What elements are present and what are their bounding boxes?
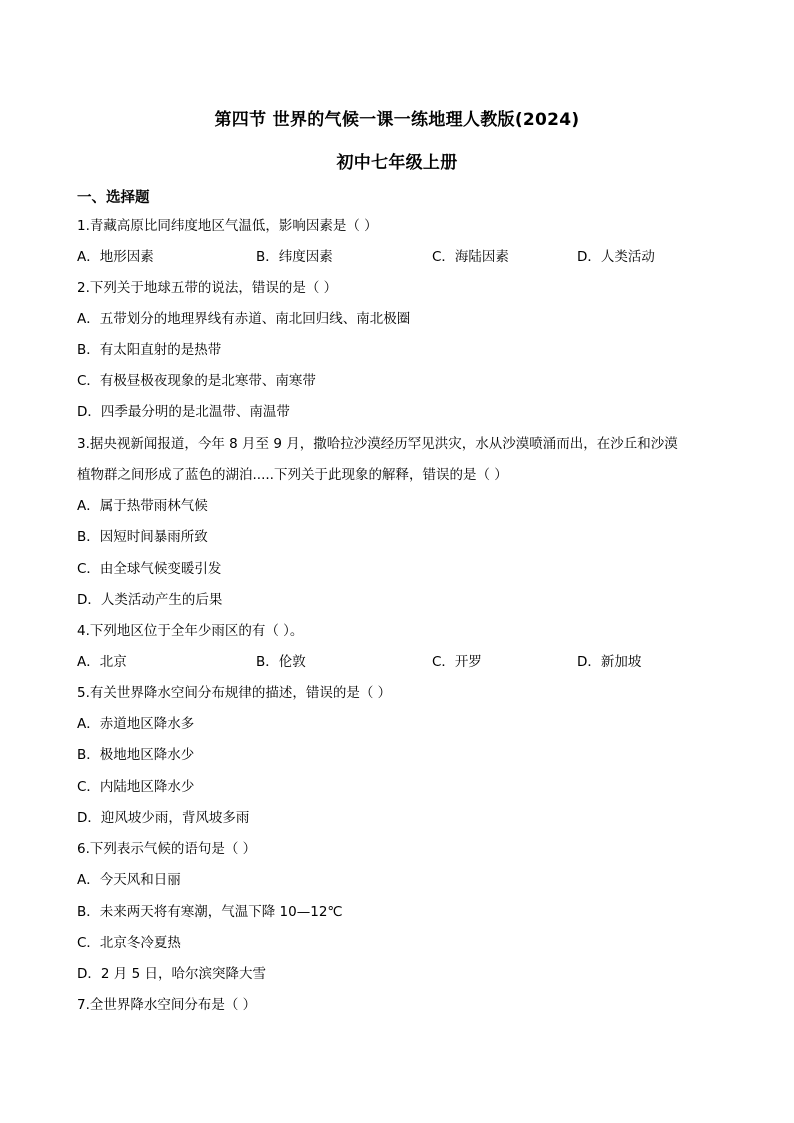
- question-6-option-d: D．2 月 5 日，哈尔滨突降大雪: [77, 966, 266, 982]
- question-2-option-c: C．有极昼极夜现象的是北寒带、南寒带: [77, 373, 316, 389]
- question-6-stem: 6.下列表示气候的语句是（ ）: [77, 841, 257, 857]
- question-3-option-a: A．属于热带雨林气候: [77, 498, 208, 514]
- document-subtitle: 初中七年级上册: [336, 153, 458, 173]
- question-5-option-a: A．赤道地区降水多: [77, 716, 195, 732]
- question-6-option-c: C．北京冬冷夏热: [77, 935, 181, 951]
- question-4-option-c: C．开罗: [432, 654, 482, 670]
- question-5-stem: 5.有关世界降水空间分布规律的描述，错误的是（ ）: [77, 685, 392, 701]
- question-3-stem-line-2: 植物群之间形成了蓝色的湖泊.....下列关于此现象的解释，错误的是（ ）: [77, 467, 508, 483]
- question-7-stem: 7.全世界降水空间分布是（ ）: [77, 997, 257, 1013]
- question-4-option-b: B．伦敦: [256, 654, 306, 670]
- question-5-option-c: C．内陆地区降水少: [77, 779, 195, 795]
- question-1-stem: 1.青藏高原比同纬度地区气温低，影响因素是（ ）: [77, 218, 378, 234]
- question-2-stem: 2.下列关于地球五带的说法，错误的是（ ）: [77, 280, 338, 296]
- question-1-option-a: A．地形因素: [77, 249, 154, 265]
- document-title: 第四节 世界的气候一课一练地理人教版(2024): [214, 110, 580, 130]
- question-1-option-c: C．海陆因素: [432, 249, 509, 265]
- question-5-option-d: D．迎风坡少雨，背风坡多雨: [77, 810, 250, 826]
- question-6-option-b: B．未来两天将有寒潮，气温下降 10—12℃: [77, 904, 343, 920]
- question-3-option-c: C．由全球气候变暖引发: [77, 561, 222, 577]
- question-2-option-d: D．四季最分明的是北温带、南温带: [77, 404, 290, 420]
- question-2-option-a: A．五带划分的地理界线有赤道、南北回归线、南北极圈: [77, 311, 411, 327]
- question-4-option-a: A．北京: [77, 654, 127, 670]
- question-4-option-d: D．新加坡: [577, 654, 642, 670]
- question-5-option-b: B．极地地区降水少: [77, 747, 195, 763]
- question-3-option-b: B．因短时间暴雨所致: [77, 529, 208, 545]
- question-1-option-d: D．人类活动: [577, 249, 655, 265]
- question-2-option-b: B．有太阳直射的是热带: [77, 342, 222, 358]
- question-3-option-d: D．人类活动产生的后果: [77, 592, 223, 608]
- question-1-option-b: B．纬度因素: [256, 249, 333, 265]
- question-3-stem-line-1: 3.据央视新闻报道，今年 8 月至 9 月，撒哈拉沙漠经历罕见洪灾，水从沙漠喷涌而出，在沙丘和沙漠: [77, 436, 678, 452]
- question-6-option-a: A．今天风和日丽: [77, 872, 181, 888]
- section-heading: 一、选择题: [77, 190, 150, 206]
- question-4-stem: 4.下列地区位于全年少雨区的有（ ）。: [77, 623, 304, 639]
